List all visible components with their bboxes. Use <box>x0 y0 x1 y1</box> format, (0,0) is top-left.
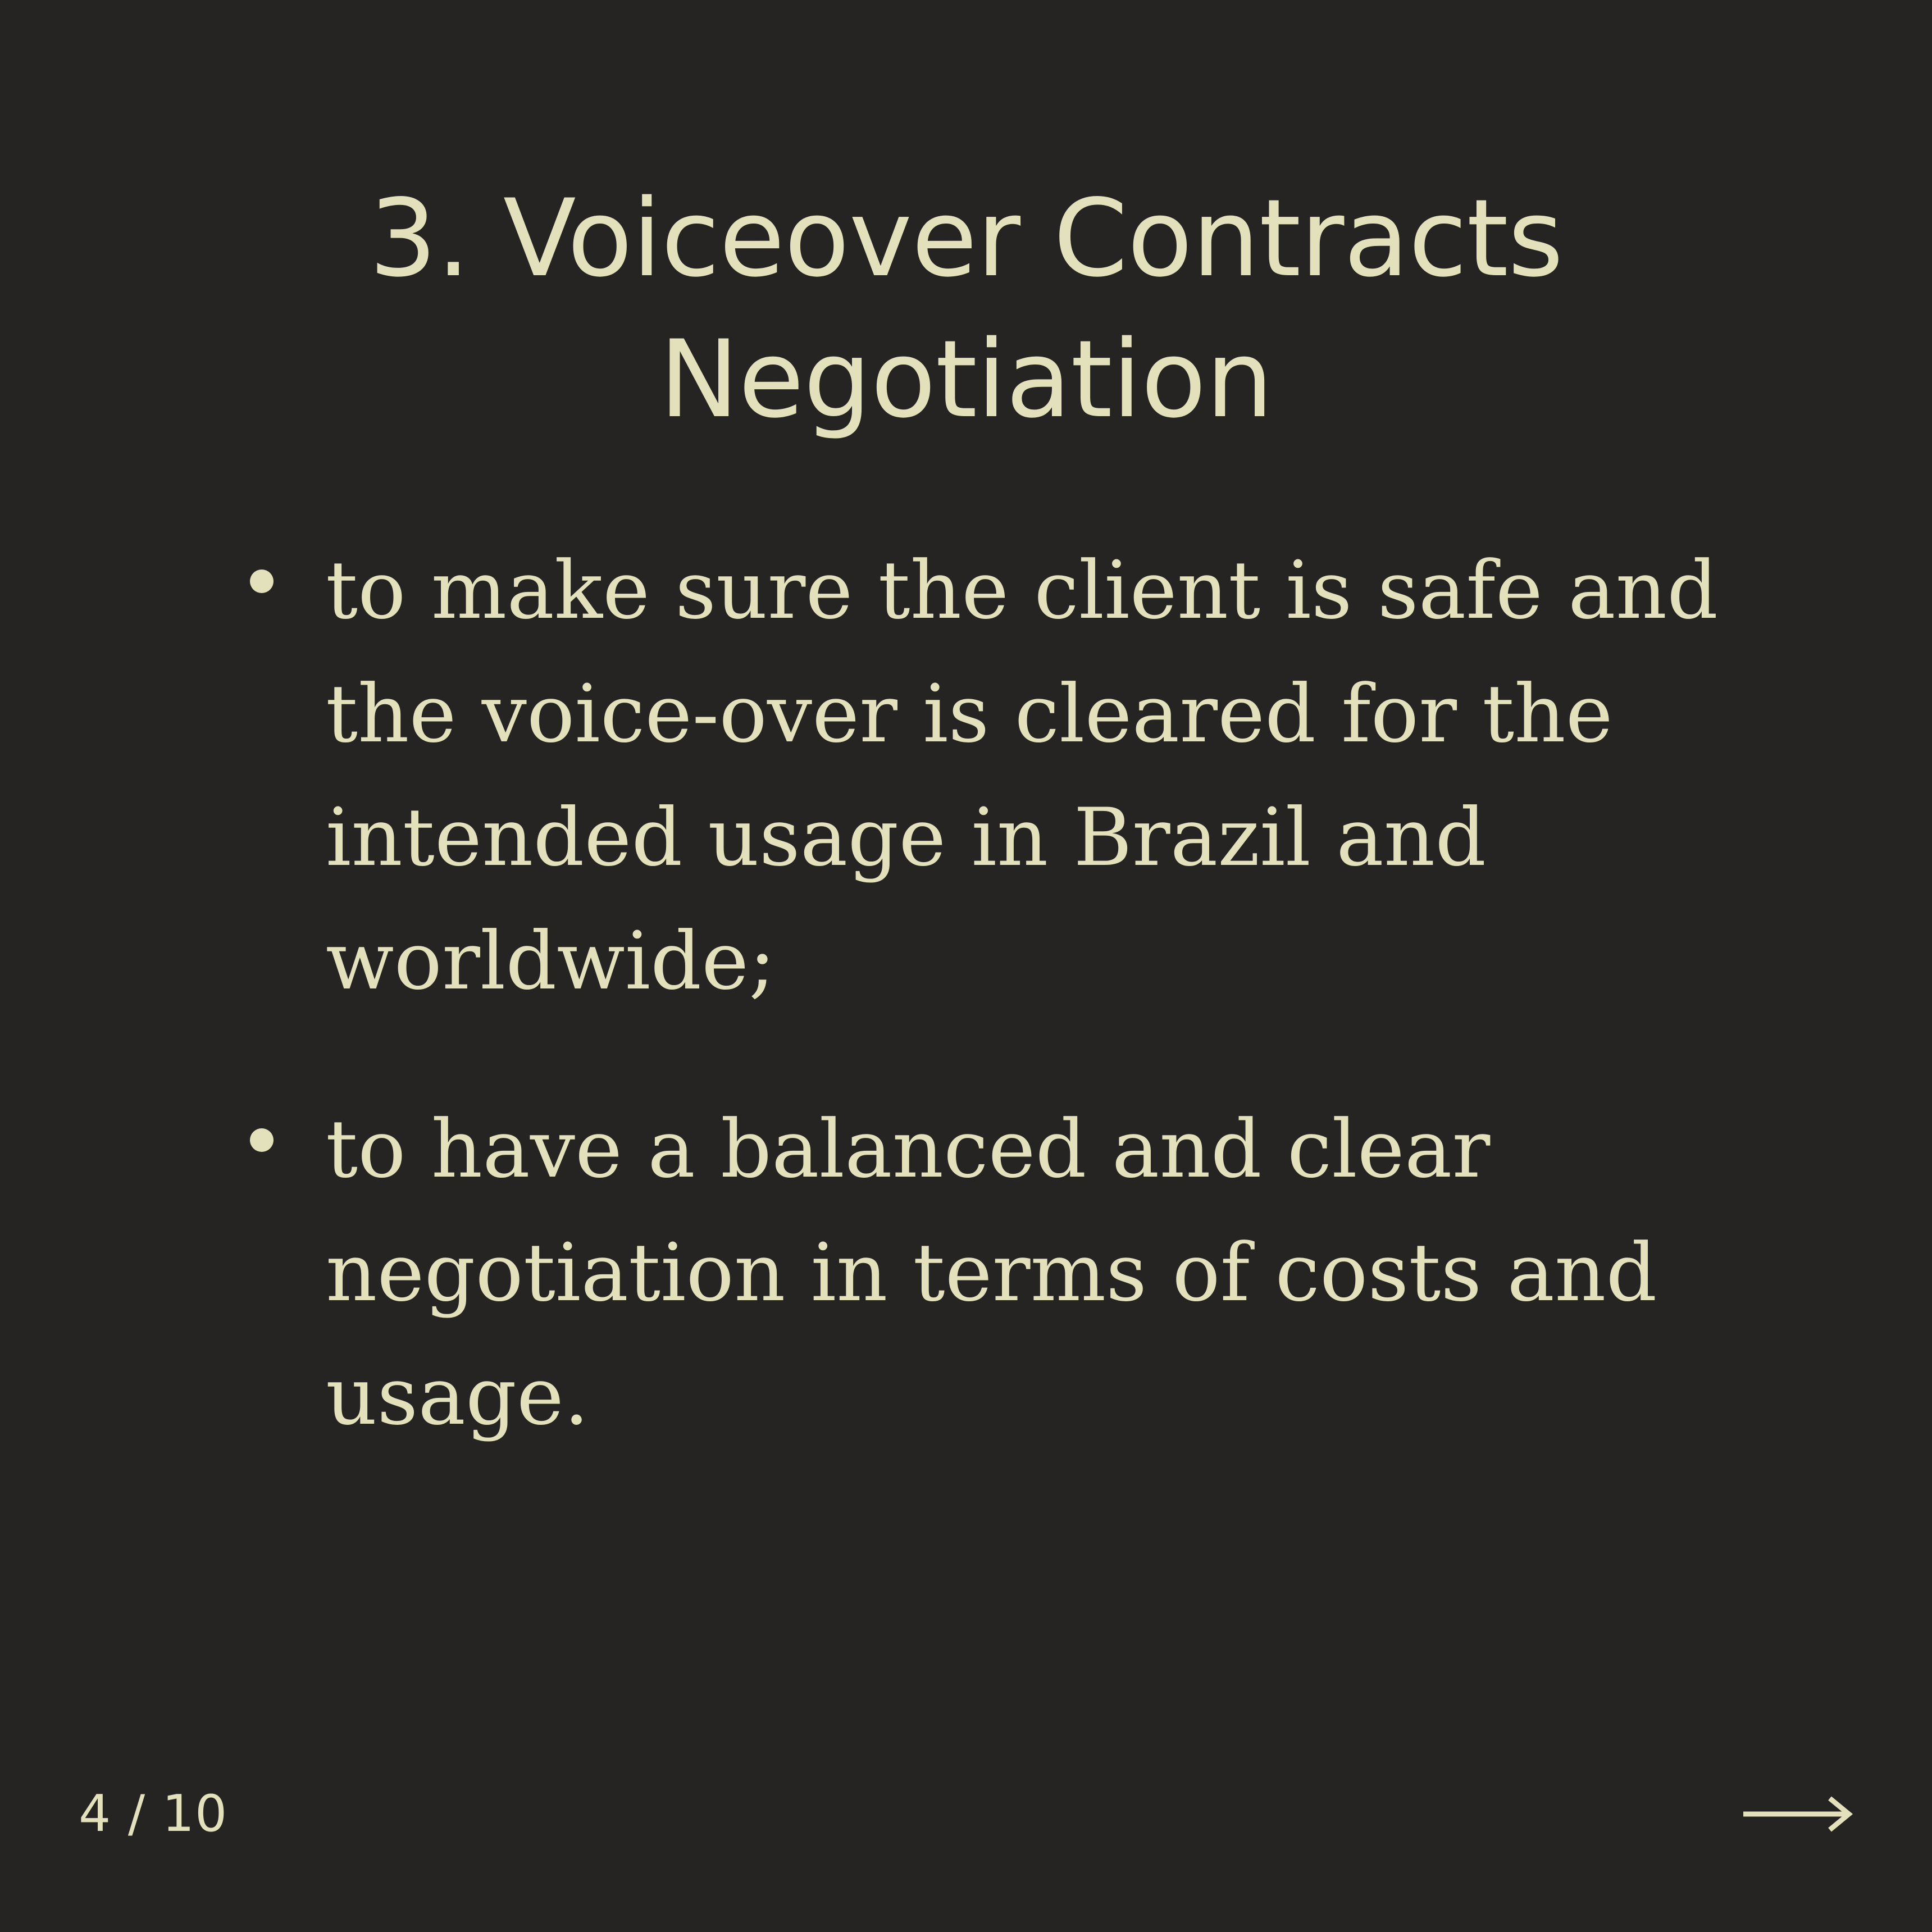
page-title: 3. Voiceover Contracts Negotiation <box>369 176 1563 441</box>
bullet-dot-icon <box>250 1128 274 1152</box>
bullet-dot-icon <box>250 569 274 593</box>
list-item-text: to have a balanced and clear negotiation in terms of costs and usage. <box>326 1102 1657 1443</box>
slide-footer <box>0 1780 1932 1848</box>
bullet-list <box>236 529 1747 1459</box>
list-item-text: to make sure the client is safe and the voice-over is cleared for the intended usage in Brazil and worldwide; <box>326 544 1719 1008</box>
list-item <box>236 529 1747 1023</box>
arrow-right-icon[interactable] <box>1741 1792 1853 1837</box>
slide-body <box>0 450 1932 1932</box>
list-item <box>236 1088 1747 1459</box>
page-counter: 4 / 10 <box>79 1784 228 1843</box>
